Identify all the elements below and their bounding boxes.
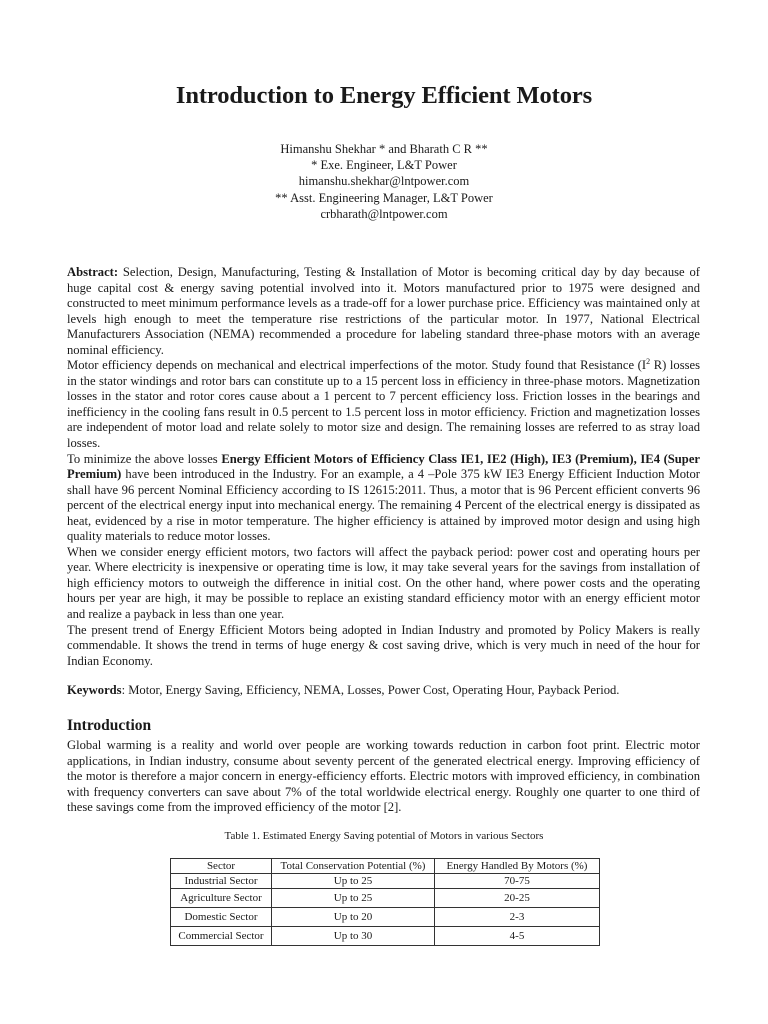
- table-header-conservation: Total Conservation Potential (%): [272, 859, 435, 874]
- author-affiliation-2: ** Asst. Engineering Manager, L&T Power: [275, 190, 493, 205]
- efficiency-classes-bold: Energy Efficient Motors of Efficiency Class IE1, IE2 (High), IE3 (Premium), IE4 (Super Premium): [67, 451, 700, 482]
- abstract-text-1: Selection, Design, Manufacturing, Testing & Installation of Motor is becoming critical day by day because of huge capital cost & energy saving potential involved into it. Motors manufactured prior to 1975 were designed and constructed to meet minimum performance levels as a trade-off for a lower purchase price. Efficiency was maintained only at levels high enough to meet the temperature rise restrictions of the particular motor. In 1977, National Electrical Manufacturers Association (NEMA) recommended a procedure for labeling standard three-phase motors with an average nominal efficiency.: [67, 265, 700, 357]
- table-caption: Table 1. Estimated Energy Saving potential of Motors in various Sectors: [224, 830, 544, 842]
- paper-title: Introduction to Energy Efficient Motors: [175, 82, 593, 109]
- abstract-paragraph-3: [67, 452, 700, 545]
- energy-saving-table: [170, 858, 600, 946]
- table-row: [171, 927, 600, 946]
- table-header-energy: Energy Handled By Motors (%): [435, 859, 600, 874]
- table-cell: Up to 30: [272, 927, 435, 946]
- table-cell: Domestic Sector: [171, 908, 272, 927]
- keywords-label: Keywords: [67, 683, 122, 698]
- abstract-text-3b: have been introduced in the Industry. For an example, a 4 –Pole 375 kW IE3 Energy Efficient Induction Motor shall have 96 percent Nominal Efficiency according to IS 12615:2011. Thus, a motor that is 96 Percent efficient converts 96 percent of the electrical energy input into mechanical energy. The remaining 4 Percent of the electrical energy is dissipated as heat, evidenced by a rise in motor temperature. The higher efficiency is attained by improved motor design and using high quality materials to reduce motor losses.: [67, 467, 700, 544]
- abstract-paragraph-2: [67, 358, 700, 451]
- introduction-paragraph: Global warming is a reality and world over people are working towards reduction in carbon foot print. Electric motor applications, in Indian industry, consume about seventy percent of the generated electrical energy. Improving efficiency of the motor is therefore a major concern in energy-efficiency efforts. Electric motors with improved efficiency, in combination with frequency converters can save about 7% of the total worldwide electrical energy. Roughly one quarter to one third of these savings come from the improved efficiency of the motor [2].: [67, 738, 700, 815]
- table-cell: Up to 25: [272, 889, 435, 908]
- table-row: [171, 874, 600, 889]
- table-row: [171, 889, 600, 908]
- author-block: [0, 141, 768, 222]
- abstract-paragraph-5: The present trend of Energy Efficient Motors being adopted in Indian Industry and promoted by Policy Makers is really commendable. It shows the trend in terms of huge energy & cost saving drive, which is very much in need of the hour for Indian Economy.: [67, 622, 700, 668]
- introduction-section: [67, 738, 700, 816]
- abstract-paragraph-1: [67, 265, 700, 358]
- abstract-paragraph-4: When we consider energy efficient motors, two factors will affect the payback period: power cost and operating hours per year. Where electricity is inexpensive or operating time is low, it may take several years for the savings from installation of high efficiency motors to outweigh the difference in initial cost. On the other hand, where power costs and the operating hours per year are high, it may be possible to replace an existing standard efficiency motor with an energy efficient motor and realize a payback in less than one year.: [67, 544, 700, 622]
- table-cell: Up to 25: [272, 874, 435, 889]
- table-cell: 4-5: [435, 927, 600, 946]
- table-header-row: [171, 859, 600, 874]
- table-cell: Commercial Sector: [171, 927, 272, 946]
- abstract-section: [67, 265, 700, 699]
- author-affiliation-1: * Exe. Engineer, L&T Power: [311, 158, 457, 173]
- abstract-label: Abstract:: [67, 265, 119, 279]
- table-cell: Agriculture Sector: [171, 889, 272, 908]
- table-cell: 70-75: [435, 874, 600, 889]
- keywords-line: [67, 683, 700, 699]
- author-names: Himanshu Shekhar * and Bharath C R **: [280, 142, 488, 156]
- table-row: [171, 908, 600, 927]
- abstract-text-2b: R) losses in the stator windings and rotor bars can constitute up to a 15 percent loss in efficiency in three-phase motors. Magnetization losses in the stator and rotor cores cause about a 1 percent to 7 percent efficiency loss. Friction losses in the bearings and inefficiency in the cooling fans result in 0.5 percent to 1.5 percent loss in motor efficiency. Friction and magnetization losses are independent of motor load and relate solely to motor size and design. The remaining losses are referred to as stray load losses.: [67, 358, 700, 451]
- author-email-1: himanshu.shekhar@lntpower.com: [298, 174, 470, 189]
- table-cell: 2-3: [435, 908, 600, 927]
- keywords-text: : Motor, Energy Saving, Efficiency, NEMA, Losses, Power Cost, Operating Hour, Payback Period.: [121, 683, 620, 698]
- introduction-heading: Introduction: [67, 717, 152, 734]
- author-email-2: crbharath@lntpower.com: [320, 206, 448, 221]
- abstract-text-2a: Motor efficiency depends on mechanical and electrical imperfections of the motor. Study found that Resistance (I: [67, 358, 647, 373]
- table-cell: Up to 20: [272, 908, 435, 927]
- table-cell: 20-25: [435, 889, 600, 908]
- superscript-2: 2: [646, 357, 651, 367]
- table-header-sector: Sector: [171, 859, 272, 874]
- abstract-text-3a: To minimize the above losses: [67, 451, 222, 466]
- table-cell: Industrial Sector: [171, 874, 272, 889]
